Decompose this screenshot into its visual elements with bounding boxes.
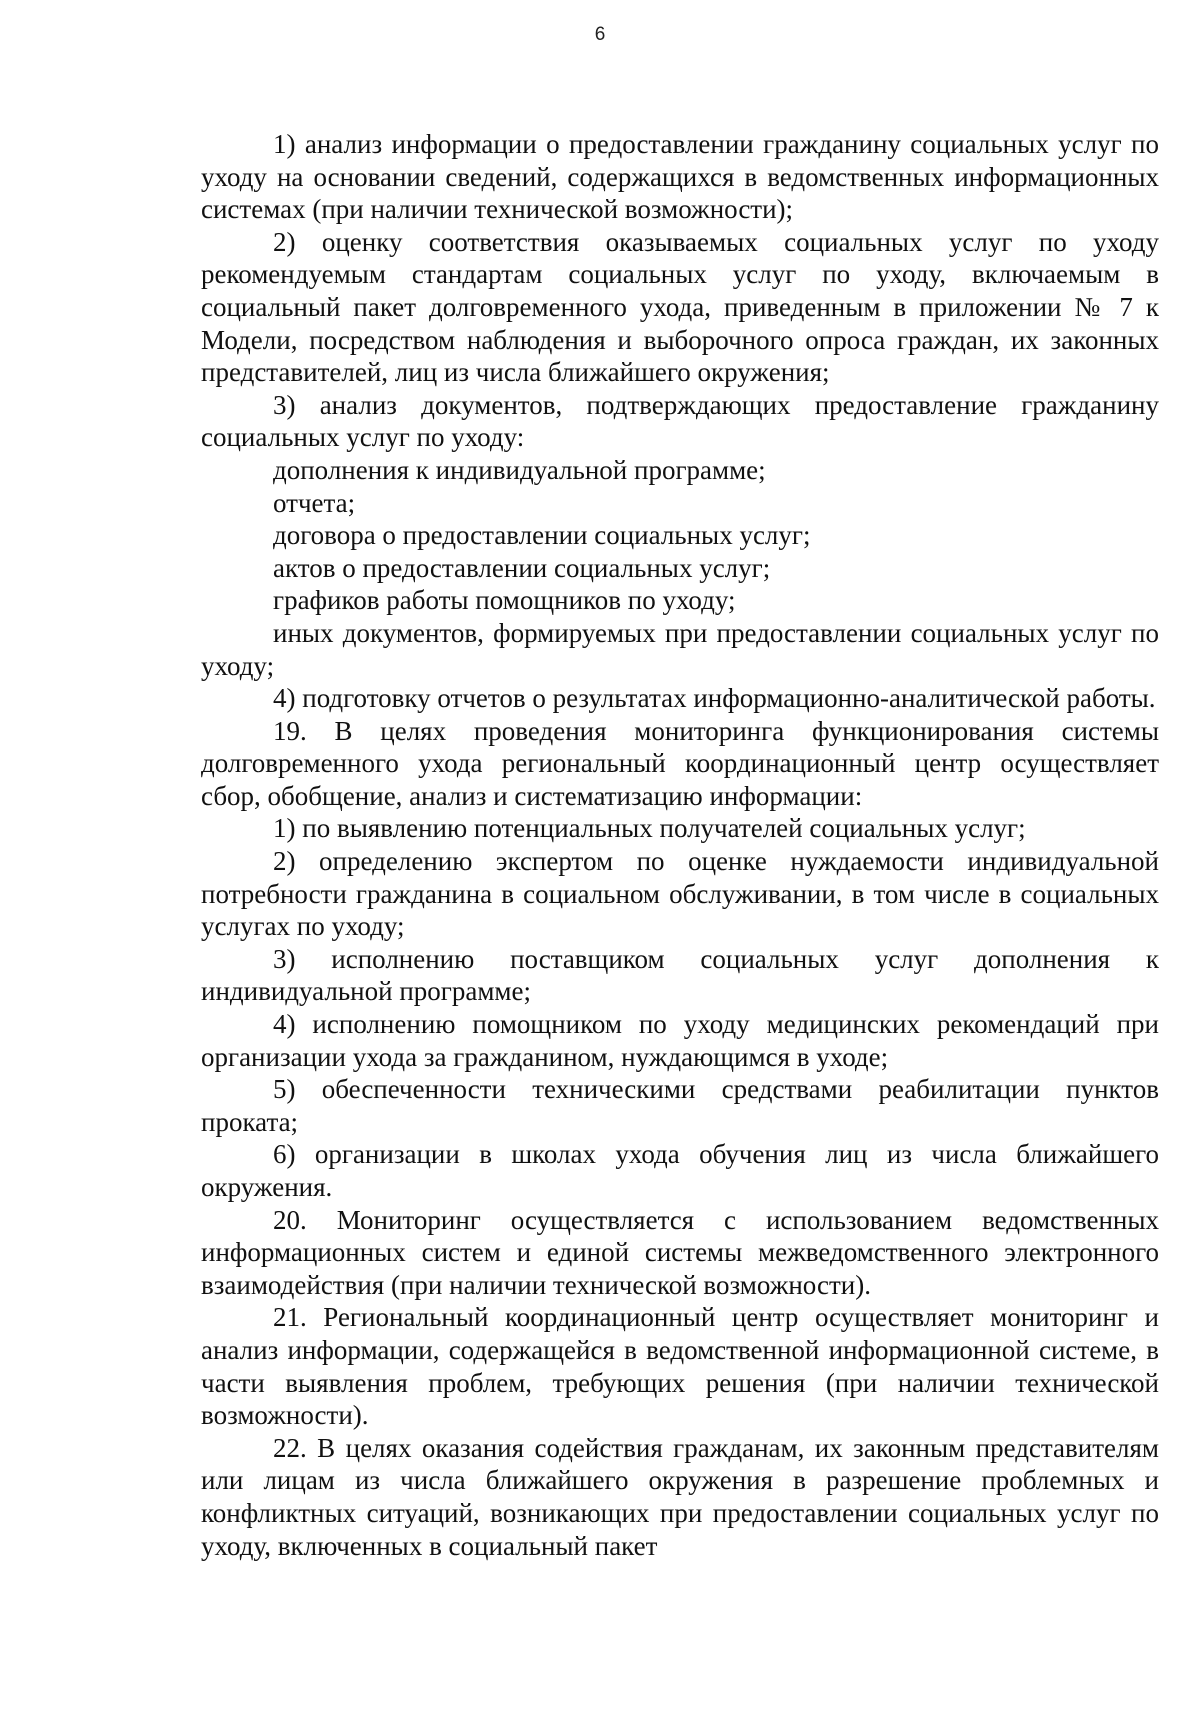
page-number: 6	[594, 24, 606, 45]
paragraph-item-1: 1) анализ информации о предоставлении гражданину социальных услуг по уходу на основании сведений, содержащихся в ведомственных информационных системах (при наличии технической возможности);	[201, 129, 1159, 225]
list-item-acts: актов о предоставлении социальных услуг;	[273, 552, 771, 583]
paragraph-item-3: 3) анализ документов, подтверждающих предоставление гражданину социальных услуг по уходу:	[201, 389, 1159, 453]
list-item-supplement: дополнения к индивидуальной программе;	[273, 454, 766, 485]
paragraph-19-item-3: 3) исполнению поставщиком социальных услуг дополнения к индивидуальной программе;	[201, 943, 1159, 1007]
list-item-report: отчета;	[273, 487, 356, 518]
paragraph-19-item-5: 5) обеспеченности техническими средствами реабилитации пунктов проката;	[201, 1074, 1159, 1137]
paragraph-19-item-6: 6) организации в школах ухода обучения лиц из числа ближайшего окружения.	[201, 1139, 1159, 1202]
paragraph-item-4: 4) подготовку отчетов о результатах информационно-аналитической работы.	[273, 683, 1156, 714]
paragraph-section-20: 20. Мониторинг осуществляется с использованием ведомственных информационных систем и единой системы межведомственного электронного взаимодействия (при наличии технической возможности).	[201, 1204, 1159, 1300]
paragraph-19-item-1: 1) по выявлению потенциальных получателей социальных услуг;	[273, 813, 1026, 844]
paragraph-section-19: 19. В целях проведения мониторинга функционирования системы долговременного ухода региональный координационный центр осуществляет сбор, обобщение, анализ и систематизацию информации:	[201, 715, 1159, 811]
paragraph-section-22: 22. В целях оказания содействия гражданам, их законным представителям или лицам из числа ближайшего окружения в разрешение проблемных и конфликтных ситуаций, возникающих при предоставлении социальных услуг по уходу, включенных в социальный пакет	[201, 1432, 1159, 1561]
document-body	[201, 128, 1159, 1562]
paragraph-section-21: 21. Региональный координационный центр осуществляет мониторинг и анализ информации, содержащейся в ведомственной информационной системе, в части выявления проблем, требующих решения (при наличии технической возможности).	[201, 1302, 1159, 1431]
list-item-contract: договора о предоставлении социальных услуг;	[273, 520, 811, 551]
paragraph-item-2: 2) оценку соответствия оказываемых социальных услуг по уходу рекомендуемым стандартам социальных услуг по уходу, включаемым в социальный пакет долговременного ухода, приведенным в приложении № 7 к Модели, посредством наблюдения и выборочного опроса граждан, их законных представителей, лиц из числа ближайшего окружения;	[201, 226, 1159, 388]
list-item-schedules: графиков работы помощников по уходу;	[273, 585, 736, 616]
paragraph-19-item-2: 2) определению экспертом по оценке нуждаемости индивидуальной потребности гражданина в социальном обслуживании, в том числе в социальных услугах по уходу;	[201, 846, 1159, 942]
list-item-other-documents: иных документов, формируемых при предоставлении социальных услуг по уходу;	[201, 617, 1159, 681]
paragraph-19-item-4: 4) исполнению помощником по уходу медицинских рекомендаций при организации ухода за гражданином, нуждающимся в уходе;	[201, 1009, 1159, 1072]
